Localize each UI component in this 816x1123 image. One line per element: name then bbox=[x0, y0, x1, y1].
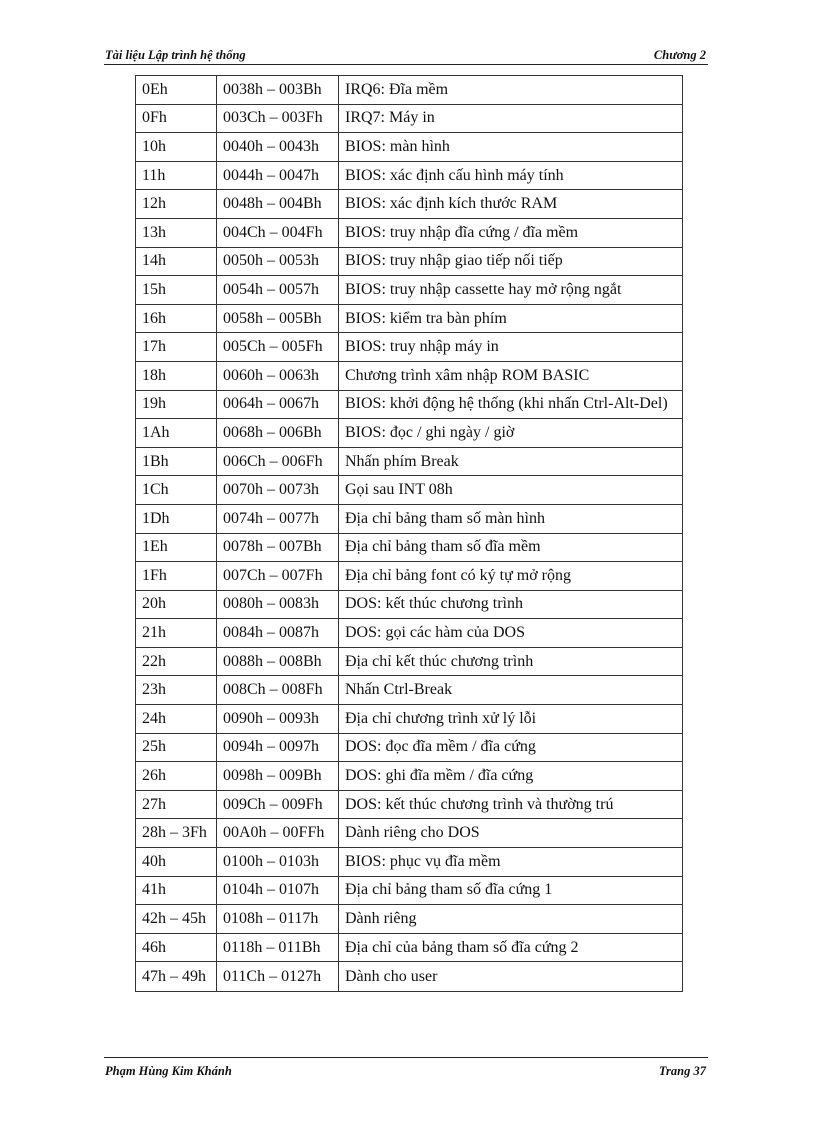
description-cell: BIOS: truy nhập giao tiếp nối tiếp bbox=[339, 247, 683, 276]
table-row bbox=[136, 76, 683, 105]
description-cell: BIOS: màn hình bbox=[339, 133, 683, 162]
interrupt-number-cell: 10h bbox=[136, 133, 217, 162]
vector-address-cell: 0118h – 011Bh bbox=[217, 933, 339, 962]
vector-address-cell: 0050h – 0053h bbox=[217, 247, 339, 276]
interrupt-number-cell: 1Dh bbox=[136, 504, 217, 533]
page-number: Trang 37 bbox=[658, 1064, 706, 1078]
table-row bbox=[136, 962, 683, 992]
interrupt-number-cell: 15h bbox=[136, 276, 217, 305]
vector-address-cell: 0074h – 0077h bbox=[217, 504, 339, 533]
interrupt-number-cell: 1Bh bbox=[136, 447, 217, 476]
table-row bbox=[136, 161, 683, 190]
description-cell: Gọi sau INT 08h bbox=[339, 476, 683, 505]
table-row bbox=[136, 333, 683, 362]
interrupt-number-cell: 47h – 49h bbox=[136, 962, 217, 992]
vector-address-cell: 006Ch – 006Fh bbox=[217, 447, 339, 476]
vector-address-cell: 003Ch – 003Fh bbox=[217, 104, 339, 133]
vector-address-cell: 0054h – 0057h bbox=[217, 276, 339, 305]
description-cell: DOS: ghi đĩa mềm / đĩa cứng bbox=[339, 762, 683, 791]
description-cell: Dành riêng bbox=[339, 905, 683, 934]
vector-address-cell: 005Ch – 005Fh bbox=[217, 333, 339, 362]
interrupt-number-cell: 1Ch bbox=[136, 476, 217, 505]
table-row bbox=[136, 619, 683, 648]
description-cell: BIOS: truy nhập đĩa cứng / đĩa mềm bbox=[339, 218, 683, 247]
interrupt-number-cell: 24h bbox=[136, 705, 217, 734]
table-row bbox=[136, 447, 683, 476]
interrupt-vector-table bbox=[135, 75, 683, 992]
table-row bbox=[136, 361, 683, 390]
vector-address-cell: 008Ch – 008Fh bbox=[217, 676, 339, 705]
interrupt-number-cell: 28h – 3Fh bbox=[136, 819, 217, 848]
vector-address-cell: 0098h – 009Bh bbox=[217, 762, 339, 791]
interrupt-number-cell: 0Fh bbox=[136, 104, 217, 133]
interrupt-number-cell: 25h bbox=[136, 733, 217, 762]
page-footer bbox=[104, 1057, 708, 1080]
table-row bbox=[136, 790, 683, 819]
description-cell: DOS: gọi các hàm của DOS bbox=[339, 619, 683, 648]
vector-address-cell: 0084h – 0087h bbox=[217, 619, 339, 648]
vector-address-cell: 0100h – 0103h bbox=[217, 848, 339, 877]
interrupt-number-cell: 16h bbox=[136, 304, 217, 333]
interrupt-number-cell: 13h bbox=[136, 218, 217, 247]
description-cell: DOS: đọc đĩa mềm / đĩa cứng bbox=[339, 733, 683, 762]
vector-address-cell: 011Ch – 0127h bbox=[217, 962, 339, 992]
vector-address-cell: 0058h – 005Bh bbox=[217, 304, 339, 333]
description-cell: Dành riêng cho DOS bbox=[339, 819, 683, 848]
description-cell: Địa chỉ bảng tham số đĩa mềm bbox=[339, 533, 683, 562]
table-row bbox=[136, 590, 683, 619]
vector-address-cell: 0104h – 0107h bbox=[217, 876, 339, 905]
description-cell: Nhấn phím Break bbox=[339, 447, 683, 476]
interrupt-number-cell: 17h bbox=[136, 333, 217, 362]
vector-address-cell: 0090h – 0093h bbox=[217, 705, 339, 734]
table-row bbox=[136, 876, 683, 905]
interrupt-number-cell: 18h bbox=[136, 361, 217, 390]
description-cell: Địa chỉ bảng tham số màn hình bbox=[339, 504, 683, 533]
interrupt-number-cell: 23h bbox=[136, 676, 217, 705]
interrupt-number-cell: 26h bbox=[136, 762, 217, 791]
table-row bbox=[136, 647, 683, 676]
vector-address-cell: 004Ch – 004Fh bbox=[217, 218, 339, 247]
vector-address-cell: 007Ch – 007Fh bbox=[217, 562, 339, 591]
description-cell: IRQ6: Đĩa mềm bbox=[339, 76, 683, 105]
vector-address-cell: 009Ch – 009Fh bbox=[217, 790, 339, 819]
table-row bbox=[136, 419, 683, 448]
table-row bbox=[136, 819, 683, 848]
vector-address-cell: 0048h – 004Bh bbox=[217, 190, 339, 219]
vector-address-cell: 0080h – 0083h bbox=[217, 590, 339, 619]
vector-address-cell: 0108h – 0117h bbox=[217, 905, 339, 934]
interrupt-number-cell: 14h bbox=[136, 247, 217, 276]
vector-address-cell: 0088h – 008Bh bbox=[217, 647, 339, 676]
interrupt-number-cell: 41h bbox=[136, 876, 217, 905]
table-row bbox=[136, 104, 683, 133]
table-row bbox=[136, 247, 683, 276]
interrupt-number-cell: 22h bbox=[136, 647, 217, 676]
vector-address-cell: 0044h – 0047h bbox=[217, 161, 339, 190]
interrupt-number-cell: 19h bbox=[136, 390, 217, 419]
description-cell: Địa chỉ của bảng tham số đĩa cứng 2 bbox=[339, 933, 683, 962]
table-row bbox=[136, 733, 683, 762]
table-row bbox=[136, 676, 683, 705]
chapter-label: Chương 2 bbox=[653, 48, 706, 62]
vector-address-cell: 0040h – 0043h bbox=[217, 133, 339, 162]
page-header bbox=[104, 46, 708, 65]
description-cell: BIOS: truy nhập cassette hay mở rộng ngắt bbox=[339, 276, 683, 305]
vector-address-cell: 0094h – 0097h bbox=[217, 733, 339, 762]
description-cell: IRQ7: Máy in bbox=[339, 104, 683, 133]
interrupt-number-cell: 0Eh bbox=[136, 76, 217, 105]
table-row bbox=[136, 476, 683, 505]
description-cell: BIOS: đọc / ghi ngày / giờ bbox=[339, 419, 683, 448]
interrupt-number-cell: 11h bbox=[136, 161, 217, 190]
table-row bbox=[136, 190, 683, 219]
description-cell: Dành cho user bbox=[339, 962, 683, 992]
description-cell: BIOS: truy nhập máy in bbox=[339, 333, 683, 362]
table-row bbox=[136, 133, 683, 162]
vector-address-cell: 0064h – 0067h bbox=[217, 390, 339, 419]
table-row bbox=[136, 304, 683, 333]
interrupt-number-cell: 1Ah bbox=[136, 419, 217, 448]
table-row bbox=[136, 705, 683, 734]
interrupt-number-cell: 46h bbox=[136, 933, 217, 962]
description-cell: BIOS: phục vụ đĩa mềm bbox=[339, 848, 683, 877]
document-title: Tài liệu Lập trình hệ thống bbox=[105, 48, 246, 62]
interrupt-number-cell: 27h bbox=[136, 790, 217, 819]
table-row bbox=[136, 762, 683, 791]
description-cell: BIOS: kiểm tra bàn phím bbox=[339, 304, 683, 333]
description-cell: Địa chỉ chương trình xử lý lỗi bbox=[339, 705, 683, 734]
vector-address-cell: 0038h – 003Bh bbox=[217, 76, 339, 105]
description-cell: DOS: kết thúc chương trình bbox=[339, 590, 683, 619]
interrupt-number-cell: 1Fh bbox=[136, 562, 217, 591]
description-cell: Địa chỉ bảng tham số đĩa cứng 1 bbox=[339, 876, 683, 905]
table-row bbox=[136, 276, 683, 305]
table-body bbox=[136, 76, 683, 992]
interrupt-number-cell: 40h bbox=[136, 848, 217, 877]
interrupt-number-cell: 42h – 45h bbox=[136, 905, 217, 934]
vector-address-cell: 0070h – 0073h bbox=[217, 476, 339, 505]
description-cell: BIOS: xác định kích thước RAM bbox=[339, 190, 683, 219]
table-row bbox=[136, 504, 683, 533]
table-row bbox=[136, 533, 683, 562]
vector-address-cell: 0068h – 006Bh bbox=[217, 419, 339, 448]
vector-address-cell: 00A0h – 00FFh bbox=[217, 819, 339, 848]
description-cell: BIOS: khởi động hệ thống (khi nhấn Ctrl-Alt-Del) bbox=[339, 390, 683, 419]
interrupt-number-cell: 20h bbox=[136, 590, 217, 619]
interrupt-number-cell: 12h bbox=[136, 190, 217, 219]
description-cell: Nhấn Ctrl-Break bbox=[339, 676, 683, 705]
description-cell: Địa chỉ kết thúc chương trình bbox=[339, 647, 683, 676]
interrupt-number-cell: 1Eh bbox=[136, 533, 217, 562]
interrupt-number-cell: 21h bbox=[136, 619, 217, 648]
table-row bbox=[136, 562, 683, 591]
table-row bbox=[136, 390, 683, 419]
table-row bbox=[136, 905, 683, 934]
table-row bbox=[136, 848, 683, 877]
description-cell: Địa chỉ bảng font có ký tự mở rộng bbox=[339, 562, 683, 591]
vector-address-cell: 0060h – 0063h bbox=[217, 361, 339, 390]
description-cell: BIOS: xác định cấu hình máy tính bbox=[339, 161, 683, 190]
description-cell: Chương trình xâm nhập ROM BASIC bbox=[339, 361, 683, 390]
table-row bbox=[136, 218, 683, 247]
description-cell: DOS: kết thúc chương trình và thường trú bbox=[339, 790, 683, 819]
vector-address-cell: 0078h – 007Bh bbox=[217, 533, 339, 562]
author-name: Phạm Hùng Kim Khánh bbox=[105, 1064, 232, 1078]
table-row bbox=[136, 933, 683, 962]
